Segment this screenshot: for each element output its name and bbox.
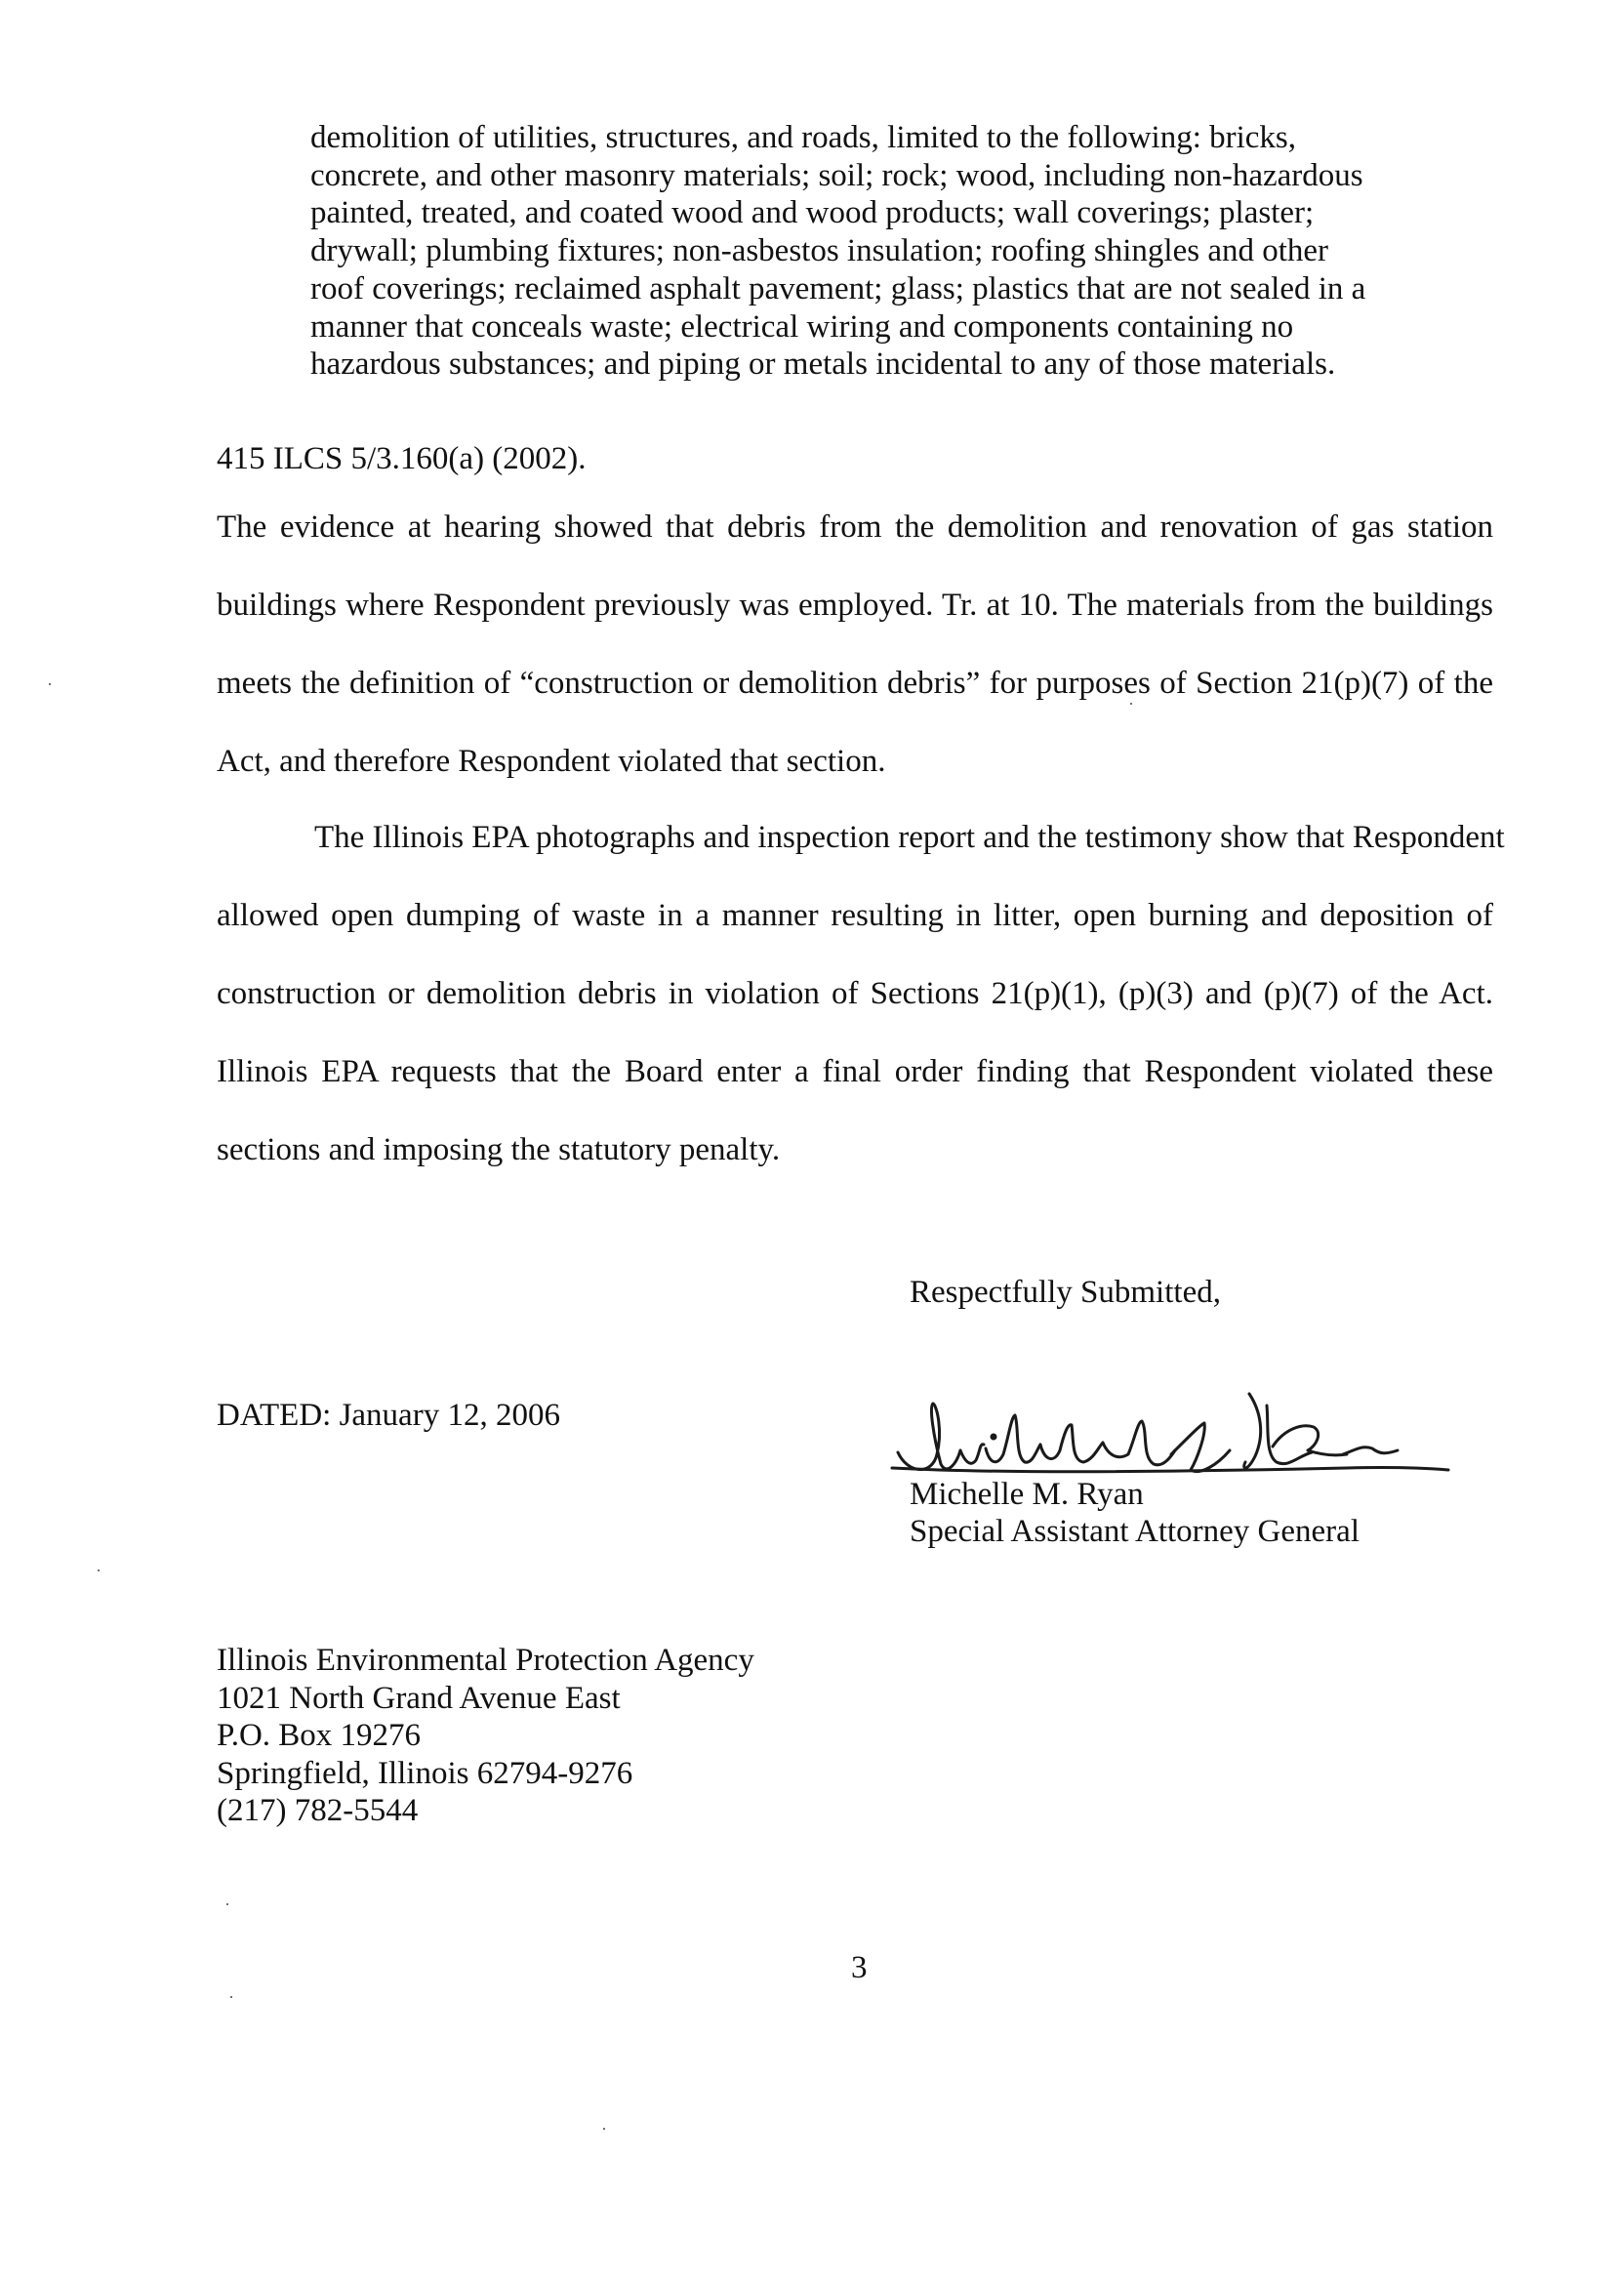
statute-citation: 415 ILCS 5/3.160(a) (2002). [217, 441, 587, 476]
quote-line: roof coverings; reclaimed asphalt pavement; glass; plastics that are not sealed in a [310, 270, 1366, 306]
paragraph-line: meets the definition of “construction or demolition debris” for purposes of Section 21(p)(7) of the [217, 666, 1493, 701]
address-line: 1021 North Grand Avenue East [217, 1680, 621, 1716]
scan-speck [49, 683, 51, 685]
address-line: P.O. Box 19276 [217, 1718, 422, 1753]
paragraph-line: Act, and therefore Respondent violated that section. [217, 744, 886, 779]
date-line: DATED: January 12, 2006 [217, 1398, 560, 1433]
scan-speck [230, 1996, 232, 1998]
paragraph-line: Illinois EPA requests that the Board enter a final order finding that Respondent violated these [217, 1054, 1493, 1089]
quote-line: painted, treated, and coated wood and wood products; wall coverings; plaster; [310, 195, 1315, 231]
paragraph-line: The Illinois EPA photographs and inspection report and the testimony show that Respondent [314, 820, 1505, 855]
quote-line: concrete, and other masonry materials; soil; rock; wood, including non-hazardous [310, 157, 1363, 193]
paragraph-line: buildings where Respondent previously was employed. Tr. at 10. The materials from the buildings [217, 588, 1493, 623]
paragraph-line: sections and imposing the statutory penalty. [217, 1132, 781, 1167]
scan-speck [226, 1903, 228, 1905]
quote-line: drywall; plumbing fixtures; non-asbestos insulation; roofing shingles and other [310, 233, 1329, 269]
scan-speck [1130, 703, 1132, 705]
page-number: 3 [851, 1950, 868, 1985]
closing-salutation: Respectfully Submitted, [910, 1275, 1221, 1310]
scan-speck [98, 1569, 100, 1571]
address-line: Springfield, Illinois 62794-9276 [217, 1755, 633, 1791]
quote-line: hazardous substances; and piping or metals incidental to any of those materials. [310, 346, 1336, 383]
signer-name: Michelle M. Ryan [910, 1477, 1144, 1512]
conclusion-paragraph [217, 818, 1505, 1208]
quote-line: manner that conceals waste; electrical wiring and components containing no [310, 308, 1294, 345]
quote-line: demolition of utilities, structures, and roads, limited to the following: bricks, [310, 120, 1297, 155]
address-line: (217) 782-5544 [217, 1793, 419, 1828]
signer-title: Special Assistant Attorney General [910, 1514, 1360, 1549]
evidence-paragraph [217, 508, 1493, 820]
paragraph-line: The evidence at hearing showed that debris from the demolition and renovation of gas station [217, 509, 1493, 545]
signature-block [910, 1476, 1360, 1550]
paragraph-line: construction or demolition debris in violation of Sections 21(p)(1), (p)(3) and (p)(7) of the Act. [217, 976, 1493, 1011]
agency-address [217, 1642, 754, 1830]
address-line: Illinois Environmental Protection Agency [217, 1643, 754, 1678]
scan-speck [603, 2128, 605, 2130]
paragraph-line: allowed open dumping of waste in a manner resulting in litter, open burning and deposition of [217, 898, 1493, 933]
statutory-quote [310, 119, 1403, 384]
